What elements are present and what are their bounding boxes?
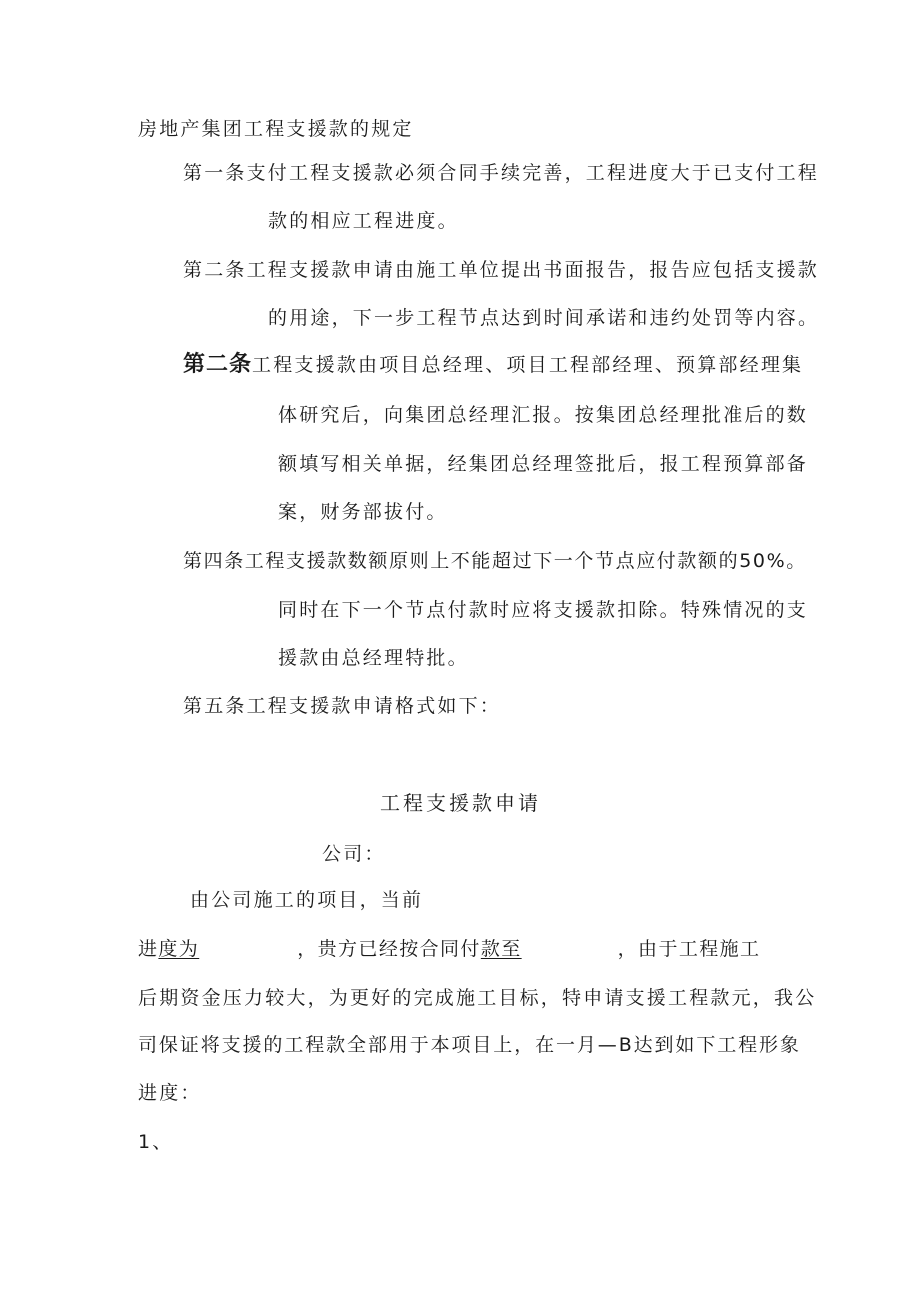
article-1-line-2: 款的相应工程进度。 [268, 210, 459, 232]
form-company-field: 公司： [322, 843, 386, 865]
form-item-1: 1、 [138, 1131, 174, 1153]
article-3-line-2: 体研究后，向集团总经理汇报。按集团总经理批准后的数 [278, 404, 809, 426]
article-1-line-1: 第一条支付工程支援款必须合同手续完善，工程进度大于已支付工程 [183, 162, 820, 184]
progress-label-underlined: 度为 [158, 938, 200, 960]
article-4-line-1: 第四条工程支援款数额原则上不能超过下一个节点应付款额的50%。 [183, 550, 807, 572]
form-body-line-2: 后期资金压力较大，为更好的完成施工目标，特申请支援工程款元，我公 [138, 987, 817, 1009]
article-5-line-1: 第五条工程支援款申请格式如下： [183, 695, 502, 717]
document-heading: 房地产集团工程支援款的规定 [138, 118, 414, 140]
form-body-line-1 [138, 937, 760, 961]
article-2-line-2: 的用途，下一步工程节点达到时间承诺和违约处罚等内容。 [268, 307, 820, 329]
article-3-line-4: 案，财务部拔付。 [278, 501, 448, 523]
article-2-line-1: 第二条工程支援款申请由施工单位提出书面报告，报告应包括支援款 [183, 259, 820, 281]
form-body-line-4: 进度： [138, 1082, 202, 1104]
progress-label-start: 进 [138, 938, 159, 960]
article-3-line-1 [183, 353, 803, 377]
form-intro-line: 由公司施工的项目，当前 [190, 889, 424, 911]
reason-text: ，由于工程施工 [617, 938, 761, 960]
form-body-line-3: 司保证将支援的工程款全部用于本项目上，在一月—B达到如下工程形象 [138, 1034, 801, 1056]
article-3-line-3: 额填写相关单据，经集团总经理签批后，报工程预算部备 [278, 453, 809, 475]
article-4-line-2: 同时在下一个节点付款时应将支援款扣除。特殊情况的支 [278, 599, 809, 621]
paid-label-underlined: 款至 [480, 938, 522, 960]
paid-label-start: ，贵方已经按合同付 [297, 938, 481, 960]
article-3-text: 工程支援款由项目总经理、项目工程部经理、预算部经理集 [252, 354, 804, 376]
article-4-line-3: 援款由总经理特批。 [278, 647, 469, 669]
article-3-label: 第二条 [183, 352, 253, 377]
form-title: 工程支援款申请 [380, 791, 541, 815]
